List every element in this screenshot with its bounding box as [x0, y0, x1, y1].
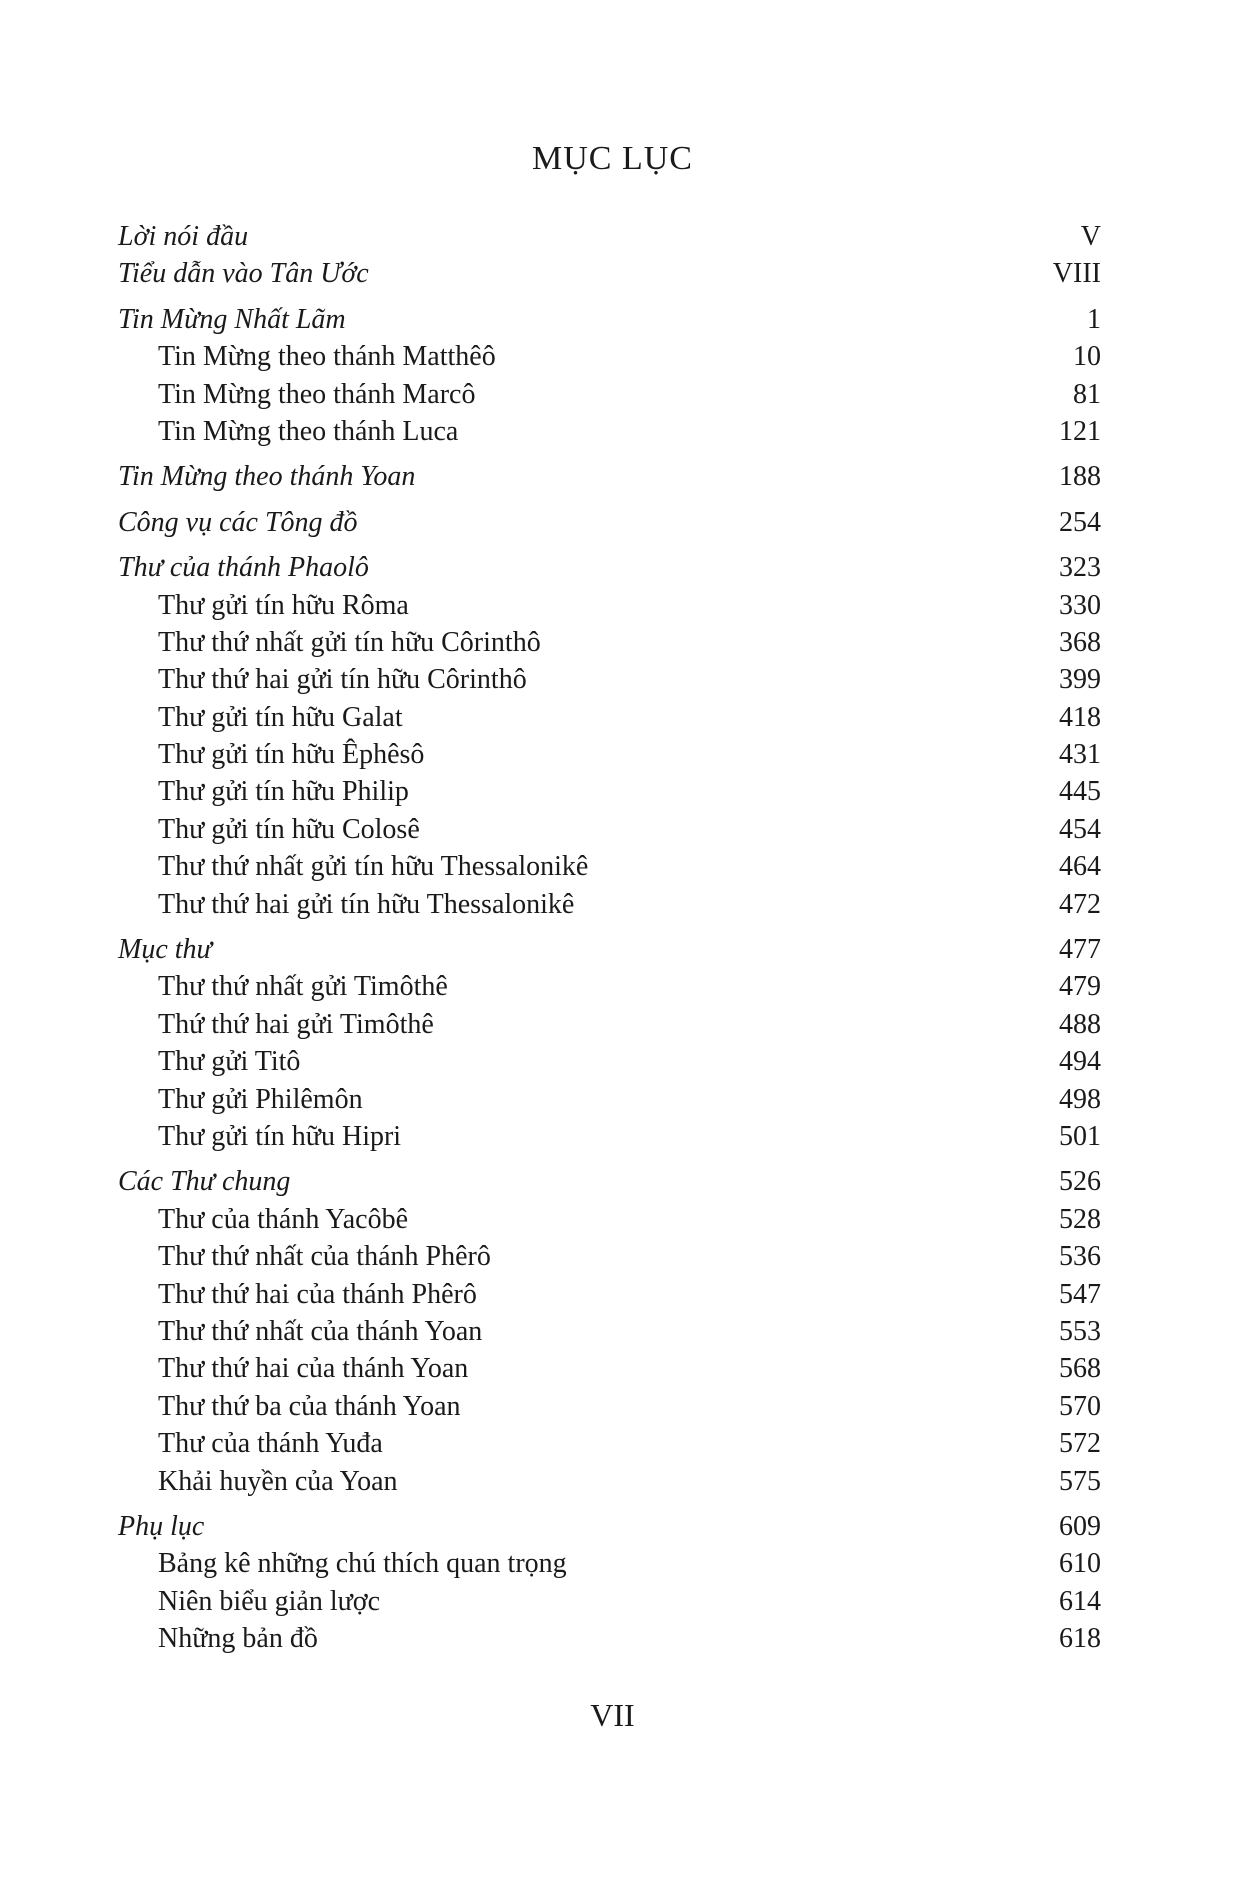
toc-entry-label: Thư thứ nhất gửi tín hữu Côrinthô [158, 626, 541, 658]
toc-entry-label: Thư của thánh Yacôbê [158, 1203, 409, 1235]
toc-item-row [118, 1081, 1101, 1118]
toc-entry-page: 81 [1073, 378, 1101, 410]
toc-entry-page: 488 [1059, 1008, 1101, 1040]
toc-item-row [118, 1350, 1101, 1387]
toc-section-row [118, 301, 1101, 338]
toc-item-row [118, 1583, 1101, 1620]
toc-entry-page: 10 [1073, 341, 1101, 373]
toc-item-row [118, 1545, 1101, 1582]
toc-entry-page: 464 [1059, 851, 1101, 883]
toc-entry-page: 368 [1059, 626, 1101, 658]
toc-entry-page: 418 [1059, 701, 1101, 733]
toc-entry-page: VIII [1052, 258, 1101, 290]
toc-entry-label: Thư gửi tín hữu Philip [158, 776, 409, 808]
toc-item-row [118, 848, 1101, 885]
toc-entry-label: Thư gửi Titô [158, 1046, 301, 1078]
toc-entry-page: 472 [1059, 888, 1101, 920]
toc-entry-label: Thư gửi tín hữu Galat [158, 701, 403, 733]
toc-item-row [118, 661, 1101, 698]
toc-entry-page: 618 [1059, 1623, 1101, 1655]
toc-entry-page: 570 [1059, 1390, 1101, 1422]
toc-entry-label: Mục thư [118, 934, 212, 966]
toc-entry-label: Thư thứ nhất của thánh Yoan [158, 1315, 483, 1347]
toc-item-row [118, 1276, 1101, 1313]
toc-entry-label: Tin Mừng theo thánh Marcô [158, 378, 476, 410]
toc-entry-label: Thư của thánh Phaolô [118, 552, 369, 584]
toc-entry-page: 431 [1059, 739, 1101, 771]
toc-item-row [118, 624, 1101, 661]
toc-entry-label: Thư gửi tín hữu Êphêsô [158, 739, 425, 771]
toc-section-row [118, 549, 1101, 586]
toc-item-row [118, 338, 1101, 375]
toc-item-row [118, 699, 1101, 736]
toc-item-row [118, 736, 1101, 773]
toc-entry-page: 454 [1059, 813, 1101, 845]
toc-entry-page: 528 [1059, 1203, 1101, 1235]
toc-entry-label: Thư thứ hai gửi tín hữu Thessalonikê [158, 888, 575, 920]
toc-item-row [118, 1006, 1101, 1043]
toc-entry-page: 479 [1059, 971, 1101, 1003]
toc-entry-page: 572 [1059, 1428, 1101, 1460]
toc-section-row [118, 218, 1101, 255]
toc-entry-label: Thứ thứ hai gửi Timôthê [158, 1008, 434, 1040]
toc-item-row [118, 1463, 1101, 1500]
toc-entry-label: Thư thứ ba của thánh Yoan [158, 1390, 461, 1422]
toc-entry-page: 614 [1059, 1585, 1101, 1617]
toc-item-row [118, 1118, 1101, 1155]
toc-entry-label: Phụ lục [118, 1510, 205, 1542]
toc-item-row [118, 1425, 1101, 1462]
toc-entry-label: Thư gửi tín hữu Colosê [158, 813, 420, 845]
toc-entry-label: Thư gửi Philêmôn [158, 1083, 363, 1115]
toc-entry-label: Các Thư chung [118, 1166, 291, 1198]
toc-section-row [118, 504, 1101, 541]
toc-section-row [118, 458, 1101, 495]
toc-entry-label: Những bản đồ [158, 1623, 318, 1655]
toc-entry-label: Bảng kê những chú thích quan trọng [158, 1548, 567, 1580]
toc-section-row [118, 931, 1101, 968]
toc-entry-label: Tin Mừng theo thánh Luca [158, 415, 459, 447]
toc-entry-label: Thư thứ nhất của thánh Phêrô [158, 1241, 491, 1273]
toc-entry-page: 188 [1059, 461, 1101, 493]
toc-entry-page: 1 [1087, 303, 1101, 335]
toc-item-row [118, 1043, 1101, 1080]
toc-entry-page: 254 [1059, 506, 1101, 538]
toc-entry-page: 399 [1059, 664, 1101, 696]
toc-entry-label: Thư gửi tín hữu Rôma [158, 589, 409, 621]
toc-item-row [118, 968, 1101, 1005]
toc-entry-label: Thư thứ nhất gửi tín hữu Thessalonikê [158, 851, 589, 883]
toc-item-row [118, 1201, 1101, 1238]
page-number: VII [590, 1697, 635, 1733]
toc-entry-page: 323 [1059, 552, 1101, 584]
toc-item-row [118, 1388, 1101, 1425]
toc-entry-page: 609 [1059, 1510, 1101, 1542]
toc-entry-label: Tin Mừng Nhất Lãm [118, 303, 346, 335]
toc-item-row [118, 1620, 1101, 1657]
toc-entry-page: 498 [1059, 1083, 1101, 1115]
toc-entry-label: Tin Mừng theo thánh Matthêô [158, 341, 496, 373]
toc-item-row [118, 376, 1101, 413]
toc-entry-label: Thư thứ nhất gửi Timôthê [158, 971, 448, 1003]
toc-entry-page: 547 [1059, 1278, 1101, 1310]
toc-entry-page: 526 [1059, 1166, 1101, 1198]
toc-entry-page: 553 [1059, 1315, 1101, 1347]
toc-entry-label: Thư thứ hai của thánh Yoan [158, 1353, 469, 1385]
toc-section-row [118, 1508, 1101, 1545]
toc-entry-page: 494 [1059, 1046, 1101, 1078]
toc-entry-page: 536 [1059, 1241, 1101, 1273]
toc-entry-label: Tin Mừng theo thánh Yoan [118, 461, 416, 493]
toc-entry-label: Thư thứ hai gửi tín hữu Côrinthô [158, 664, 527, 696]
toc-item-row [118, 886, 1101, 923]
toc-entry-page: 330 [1059, 589, 1101, 621]
toc-entry-label: Thư thứ hai của thánh Phêrô [158, 1278, 477, 1310]
toc-entry-page: V [1080, 221, 1101, 252]
toc-entry-label: Thư gửi tín hữu Hipri [158, 1120, 402, 1152]
toc-item-row [118, 773, 1101, 810]
toc-section-row [118, 1163, 1101, 1200]
toc-section-row [118, 255, 1101, 292]
toc-entry-page: 610 [1059, 1548, 1101, 1580]
table-of-contents [118, 218, 1101, 1657]
toc-entry-page: 568 [1059, 1353, 1101, 1385]
toc-item-row [118, 1238, 1101, 1275]
toc-entry-page: 575 [1059, 1465, 1101, 1497]
toc-entry-label: Khải huyền của Yoan [158, 1465, 398, 1497]
toc-entry-page: 501 [1059, 1120, 1101, 1152]
toc-entry-label: Niên biểu giản lược [158, 1585, 381, 1617]
toc-entry-label: Thư của thánh Yuđa [158, 1428, 383, 1460]
toc-item-row [118, 413, 1101, 450]
toc-entry-page: 477 [1059, 934, 1101, 966]
toc-item-row [118, 1313, 1101, 1350]
toc-item-row [118, 811, 1101, 848]
toc-entry-label: Lời nói đầu [118, 221, 249, 252]
toc-entry-label: Tiểu dẫn vào Tân Ước [118, 258, 369, 290]
toc-item-row [118, 587, 1101, 624]
toc-entry-page: 445 [1059, 776, 1101, 808]
page-title: MỤC LỤC [532, 140, 693, 177]
toc-entry-page: 121 [1059, 415, 1101, 447]
toc-entry-label: Công vụ các Tông đồ [118, 506, 358, 538]
